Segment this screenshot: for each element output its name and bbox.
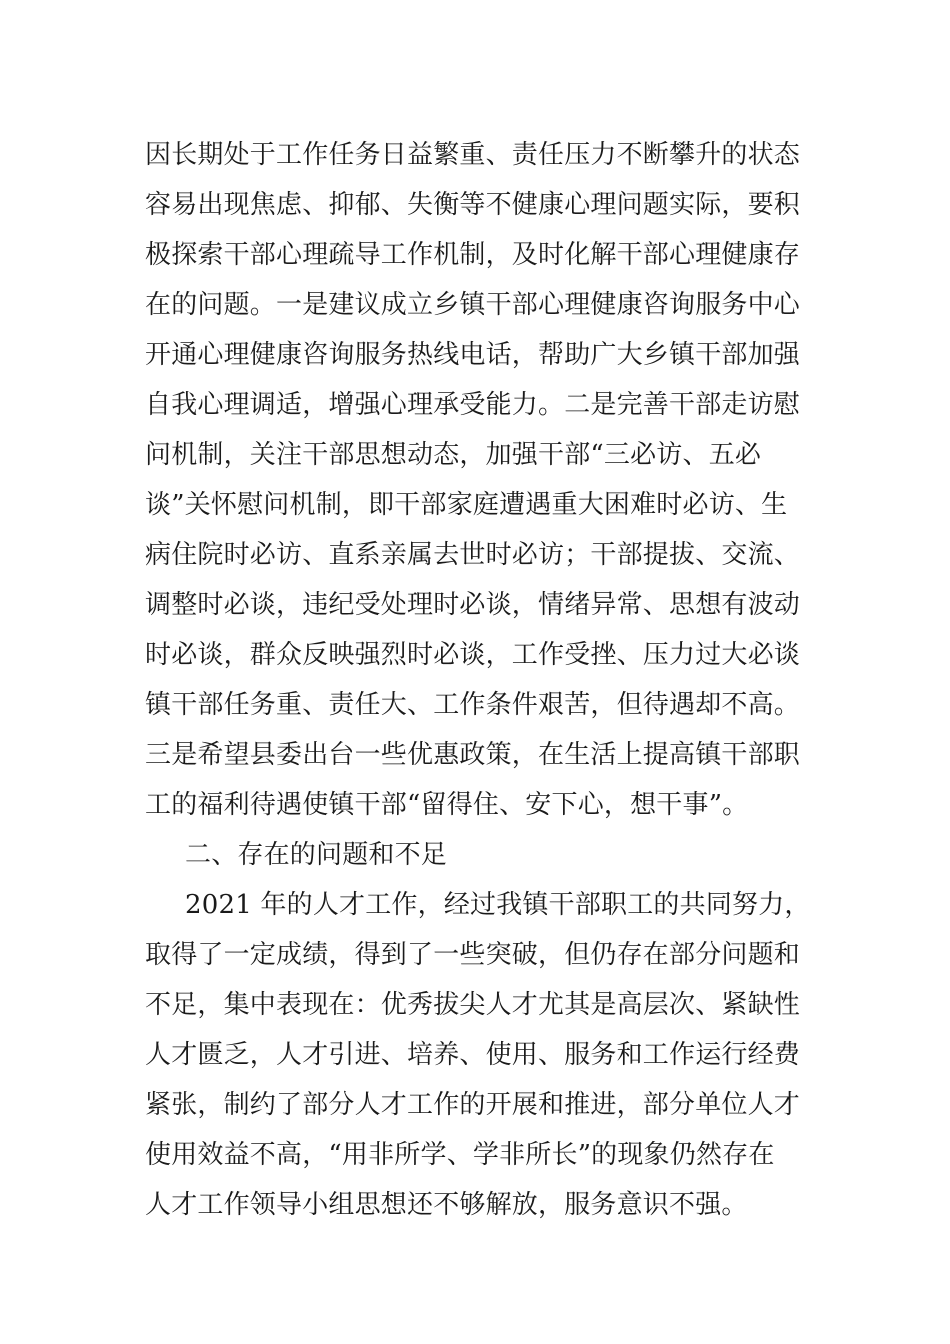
paragraph-line: 病住院时必访、直系亲属去世时必访；干部提拔、交流、 [145,540,801,570]
paragraph-line: 取得了一定成绩，得到了一些突破，但仍存在部分问题和 [145,940,801,970]
paragraph-line: 使用效益不高，“用非所学、学非所长”的现象仍然存在 [145,1140,775,1170]
paragraph-line: 谈”关怀慰问机制，即干部家庭遭遇重大困难时必访、生 [145,490,788,520]
paragraph-line: 2021 年的人才工作，经过我镇干部职工的共同努力， [185,890,811,920]
paragraph-line: 人才匮乏，人才引进、培养、使用、服务和工作运行经费 [145,1040,801,1070]
paragraph-line: 人才工作领导小组思想还不够解放，服务意识不强。 [145,1190,748,1220]
paragraph-line: 在的问题。一是建议成立乡镇干部心理健康咨询服务中心 [145,290,801,320]
paragraph-line: 自我心理调适，增强心理承受能力。二是完善干部走访慰 [145,390,801,420]
paragraph-line: 开通心理健康咨询服务热线电话，帮助广大乡镇干部加强 [145,340,801,370]
paragraph-line: 三是希望县委出台一些优惠政策，在生活上提高镇干部职 [145,740,801,770]
section-heading: 二、存在的问题和不足 [185,840,448,870]
paragraph-line: 工的福利待遇使镇干部“留得住、安下心，想干事”。 [145,790,749,820]
paragraph-line: 紧张，制约了部分人才工作的开展和推进，部分单位人才 [145,1090,801,1120]
paragraph-line: 镇干部任务重、责任大、工作条件艰苦，但待遇却不高。 [145,690,801,720]
paragraph-line: 极探索干部心理疏导工作机制，及时化解干部心理健康存 [145,240,801,270]
paragraph-line: 时必谈，群众反映强烈时必谈，工作受挫、压力过大必谈 [145,640,801,670]
paragraph-line: 容易出现焦虑、抑郁、失衡等不健康心理问题实际，要积 [145,190,801,220]
paragraph-line: 因长期处于工作任务日益繁重、责任压力不断攀升的状态 [145,140,801,170]
paragraph-line: 不足，集中表现在：优秀拔尖人才尤其是高层次、紧缺性 [145,990,801,1020]
paragraph-line: 调整时必谈，违纪受处理时必谈，情绪异常、思想有波动 [145,590,801,620]
paragraph-line: 问机制，关注干部思想动态，加强干部“三必访、五必 [145,440,762,470]
